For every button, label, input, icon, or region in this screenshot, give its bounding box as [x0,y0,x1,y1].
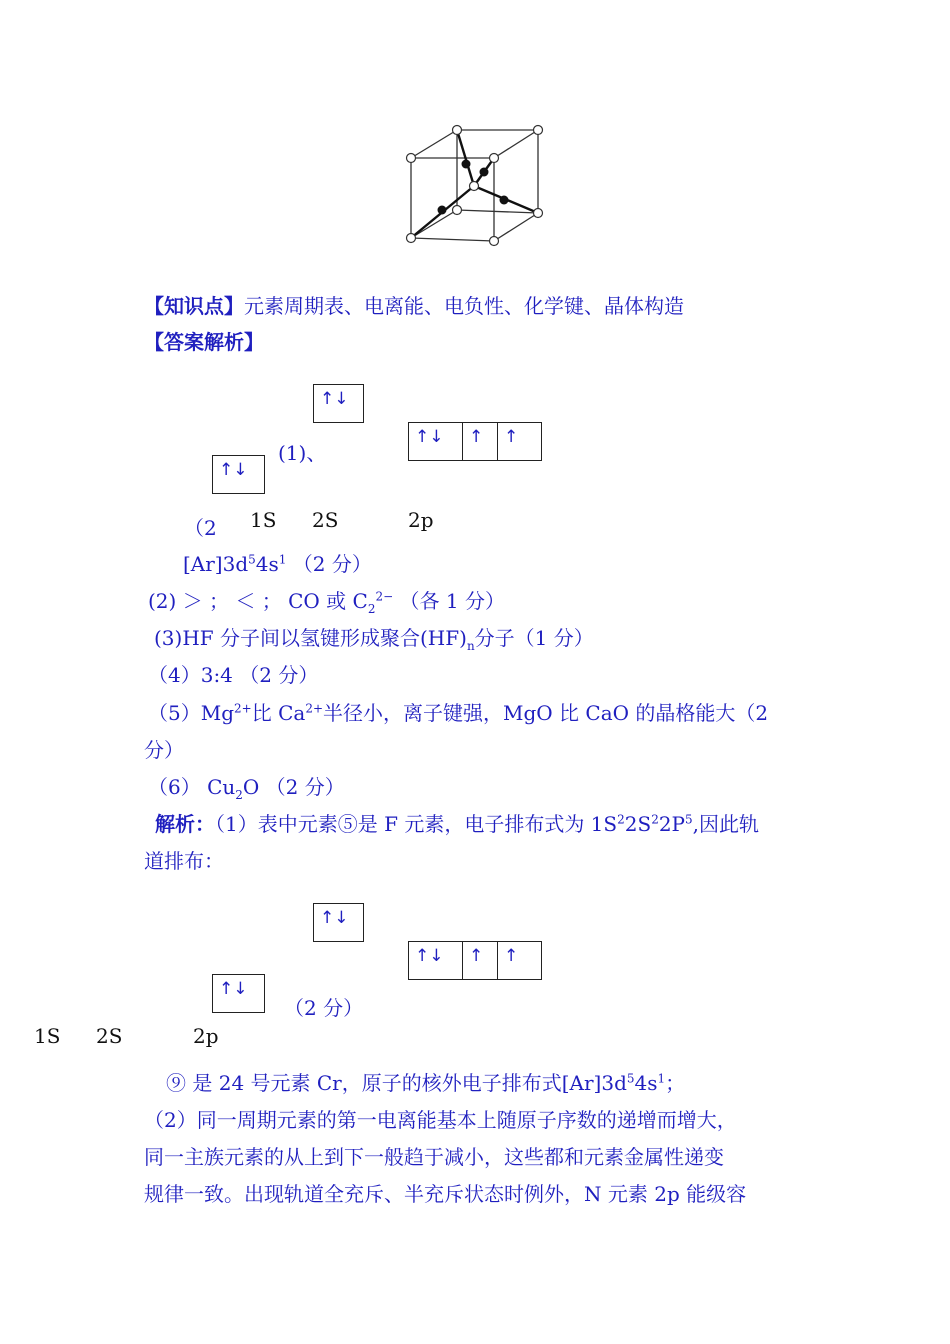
analysis-para-2-line-3: 规律一致。出现轨道全充斥、半充斥状态时例外，N 元素 2p 能级容 [144,1182,747,1206]
analysis-score: （2 分） [284,996,364,1020]
knowledge-text: 元素周期表、电离能、电负性、化学键、晶体构造 [244,294,684,318]
level-1s: 1S [250,508,277,532]
score-prefix: （2 [184,516,217,540]
level-1s: 1S [34,1024,61,1048]
knowledge-label: 【知识点】 [144,294,244,318]
answer-header: 【答案解析】 [144,330,264,354]
orbital-box-1s: ↑↓ [212,455,265,494]
orbital-cell: ↑↓ [415,427,444,447]
orbital-box-1s: ↑↓ [212,974,265,1013]
orbital-box-2s: ↑↓ [313,384,364,423]
knowledge-point-line [144,294,684,318]
orbital-box-2p [408,422,542,461]
analysis-label: 解析： [155,812,215,836]
orbital-cell: ↑ [497,942,543,979]
answer-5-cont: 分） [144,738,184,762]
level-2p: 2p [193,1024,219,1048]
orbital-cell: ↑ [497,423,543,460]
analysis-para-2-line-1: （2）同一周期元素的第一电离能基本上随原子序数的递增而增大， [144,1108,737,1132]
orbital-box-2s: ↑↓ [313,903,364,942]
analysis-line-2: 道排布： [144,849,224,873]
level-2p: 2p [408,508,434,532]
question-1-label: (1)、 [278,441,327,465]
analysis-para-2-line-2: 同一主族元素的从上到下一般趋于减小，这些都和元素金属性递变 [144,1145,724,1169]
orbital-cell: ↑ [462,942,497,979]
answer-6: （6） $Cu_2O$ （2 分） [148,775,345,802]
orbital-cell: ↑ [462,423,497,460]
answer-4: （4）3:4 （2 分） [148,663,319,687]
analysis-line-1: 解析：（1）表中元素⑤是 F 元素，电子排布式为 $1S^22S^22P^5$,因此轨 [155,812,760,836]
crystal-structure-diagram [400,120,560,250]
orbital-cell: ↑↓ [415,946,444,966]
answer-2: (2) ＞ ； ＜ ； CO 或 $C_2^{2-}$ （各 1 分） [148,589,505,616]
answer-5: $(5)Mg^{2+}$比 $Ca^{2+}$半径小，离子键强，MgO 比 CaO 的晶格能大（2 [148,701,769,725]
level-2s: 2S [312,508,339,532]
answer-1-config: $[Ar]3d^54s^1$ （2 分） [183,552,372,576]
answer-3: (3)HF 分子间以氢键形成聚合$(HF)_n$分子（1 分） [154,626,594,653]
orbital-box-2p [408,941,542,980]
analysis-line-9: ⑨ 是 24 号元素 Cr，原子的核外电子排布式$[Ar]3d^54s^1$； [166,1071,686,1095]
level-2s: 2S [96,1024,123,1048]
